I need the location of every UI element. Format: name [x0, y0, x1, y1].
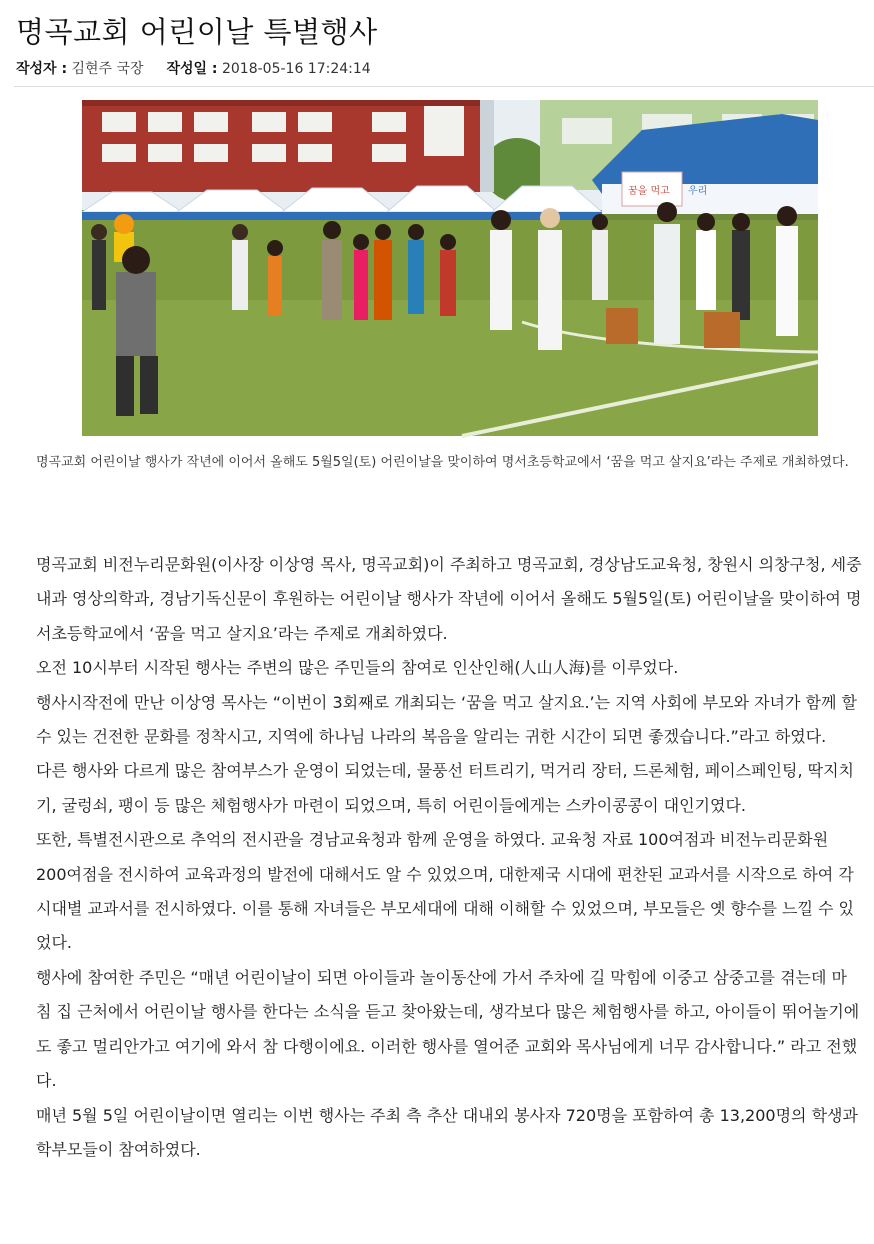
tent-sign: 우리	[688, 186, 708, 197]
paragraph: 오전 10시부터 시작된 행사는 주변의 많은 주민들의 참여로 인산인해(人山人海)를 이루었다.	[36, 658, 679, 678]
date-label: 작성일 :	[166, 61, 218, 77]
paragraph: 매년 5월 5일 어린이날이면 열리는 이번 행사는 주최 측 추산 대내외 봉사자 720명을 포함하여 총 13,200명의 학생과 학부모들이 참여하였다.	[36, 1105, 858, 1159]
author-name: 김현주 국장	[71, 61, 144, 77]
photo-watermark: 경남기독신문	[200, 467, 438, 513]
article-title: 명곡교회 어린이날 특별행사	[16, 15, 378, 49]
article-meta	[16, 58, 371, 78]
paragraph: 다른 행사와 다르게 많은 참여부스가 운영이 되었는데, 물풍선 터트리기, 먹거리 장터, 드론체험, 페이스페인팅, 딱지치기, 굴렁쇠, 팽이 등 많은 체험행사가 마련이 되었으며, 특히 어린이들에게는 스카이콩콩이 대인기였다.	[36, 761, 854, 815]
photo-caption: 명곡교회 어린이날 행사가 작년에 이어서 올해도 5월5일(토) 어린이날을 맞이하여 명서초등학교에서 ‘꿈을 먹고 살지요’라는 주제로 개최하였다.	[36, 455, 849, 470]
header-divider	[14, 86, 874, 87]
paragraph: 행사에 참여한 주민은 “매년 어린이날이 되면 아이들과 놀이동산에 가서 주차에 길 막힘에 이중고 삼중고를 겪는데 마침 집 근처에서 어린이날 행사를 한다는 소식을 듣고 찾아왔는데, 생각보다 많은 체험행사를 하고, 아이들이 뛰어놀기에도 좋고 멀리안가고 여기에 와서 참 다행이에요. 이러한 행사를 열어준 교회와 목사님에게 너무 감사합니다.” 라고 전했다.	[36, 967, 860, 1091]
paragraph: 또한, 특별전시관으로 추억의 전시관을 경남교육청과 함께 운영을 하였다. 교육청 자료 100여점과 비전누리문화원 200여점을 전시하여 교육과정의 발전에 대해서도 알 수 있었으며, 대한제국 시대에 편찬된 교과서를 시작으로 하여 각 시대별 교과서를 전시하였다. 이를 통해 자녀들은 부모세대에 대해 이해할 수 있었으며, 부모들은 옛 향수를 느낄 수 있었다.	[36, 830, 854, 953]
author-label: 작성자 :	[16, 61, 68, 77]
post-date: 2018-05-16 17:24:14	[221, 61, 371, 77]
article-body	[36, 548, 862, 1167]
banner-text: 꿈을 먹고	[628, 186, 670, 197]
paragraph: 행사시작전에 만난 이상영 목사는 “이번이 3회째로 개최되는 ‘꿈을 먹고 살지요.’는 지역 사회에 부모와 자녀가 함께 할 수 있는 건전한 문화를 정착시고, 지역에 하나님 나라의 복음을 알리는 귀한 시간이 되면 좋겠습니다.”라고 하였다.	[36, 692, 857, 747]
paragraph: 명곡교회 비전누리문화원(이사장 이상영 목사, 명곡교회)이 주최하고 명곡교회, 경상남도교육청, 창원시 의창구청, 세중내과 영상의학과, 경남기독신문이 후원하는 어린이날 행사가 작년에 이어서 올해도 5월5일(토) 어린이날을 맞이하여 명서초등학교에서 ‘꿈을 먹고 살지요’라는 주제로 개최하였다.	[36, 555, 862, 643]
